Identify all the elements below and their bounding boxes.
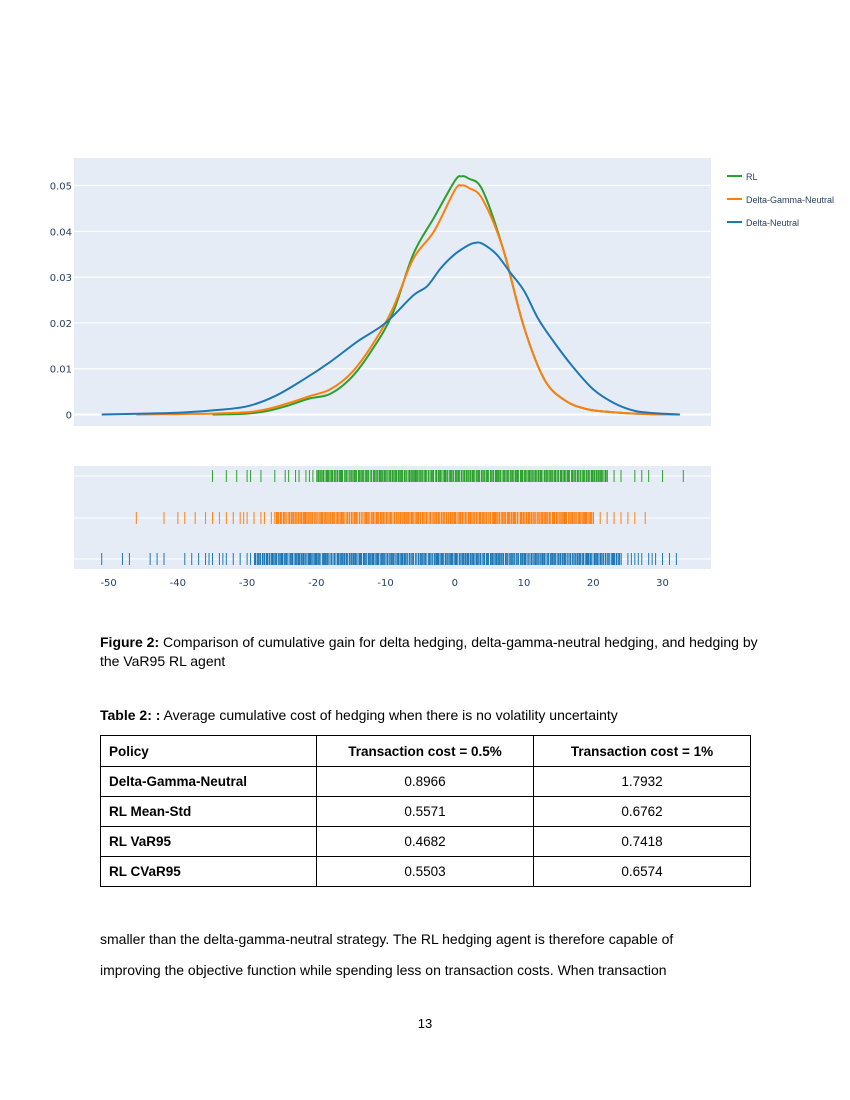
- cell-cost-1: 0.6762: [534, 797, 751, 827]
- cell-cost-05: 0.4682: [317, 827, 534, 857]
- x-tick-label: 30: [656, 578, 669, 589]
- y-tick-label: 0.03: [49, 273, 72, 285]
- y-tick-label: 0.01: [49, 364, 72, 376]
- header-policy: Policy: [101, 736, 317, 767]
- x-tick-label: 20: [586, 578, 600, 589]
- table-header-row: [101, 736, 751, 767]
- density-plot-area: [74, 158, 711, 426]
- page-number: 13: [417, 1016, 433, 1031]
- figure-caption-text: Comparison of cumulative gain for delta hedging, delta-gamma-neutral hedging, and hedging by the VaR95 RL agent: [100, 634, 758, 669]
- cell-policy: Delta-Gamma-Neutral: [101, 767, 317, 797]
- y-tick-label: 0.05: [49, 181, 72, 193]
- table-row: [101, 767, 751, 797]
- x-tick-label: 10: [517, 578, 531, 589]
- y-tick-label: 0: [65, 410, 72, 422]
- chart-legend: [727, 172, 834, 228]
- legend-label: Delta-Gamma-Neutral: [746, 195, 835, 205]
- cell-cost-1: 1.7932: [534, 767, 751, 797]
- x-tick-label: 0: [451, 578, 459, 589]
- results-table: [100, 735, 751, 887]
- x-tick-label: -50: [100, 578, 117, 589]
- cell-policy: RL Mean-Std: [101, 797, 317, 827]
- legend-label: RL: [746, 172, 758, 182]
- body-text-line-1: smaller than the delta-gamma-neutral strategy. The RL hedging agent is therefore capable of: [100, 931, 674, 947]
- cell-policy: RL CVaR95: [101, 857, 317, 887]
- table-caption: [100, 706, 760, 725]
- cell-cost-05: 0.5571: [317, 797, 534, 827]
- figure-caption: [100, 633, 760, 671]
- table-row: [101, 827, 751, 857]
- figure-caption-label: Figure 2:: [100, 634, 160, 650]
- x-tick-label: -40: [169, 578, 187, 589]
- cell-cost-05: 0.8966: [317, 767, 534, 797]
- table-row: [101, 857, 751, 887]
- table-row: [101, 797, 751, 827]
- table-caption-label: Table 2: :: [100, 707, 161, 723]
- x-tick-label: -30: [238, 578, 256, 589]
- cell-cost-1: 0.7418: [534, 827, 751, 857]
- legend-label: Delta-Neutral: [746, 218, 800, 228]
- x-tick-label: -20: [308, 578, 325, 589]
- table-caption-text: Average cumulative cost of hedging when there is no volatility uncertainty: [160, 707, 618, 723]
- header-cost-1: Transaction cost = 1%: [534, 736, 751, 767]
- y-tick-label: 0.04: [49, 227, 72, 239]
- y-tick-label: 0.02: [49, 318, 72, 330]
- body-text-line-2: improving the objective function while spending less on transaction costs. When transaction: [100, 962, 667, 978]
- x-tick-label: -10: [377, 578, 394, 589]
- cell-policy: RL VaR95: [101, 827, 317, 857]
- cell-cost-05: 0.5503: [317, 857, 534, 887]
- cell-cost-1: 0.6574: [534, 857, 751, 887]
- header-cost-05: Transaction cost = 0.5%: [317, 736, 534, 767]
